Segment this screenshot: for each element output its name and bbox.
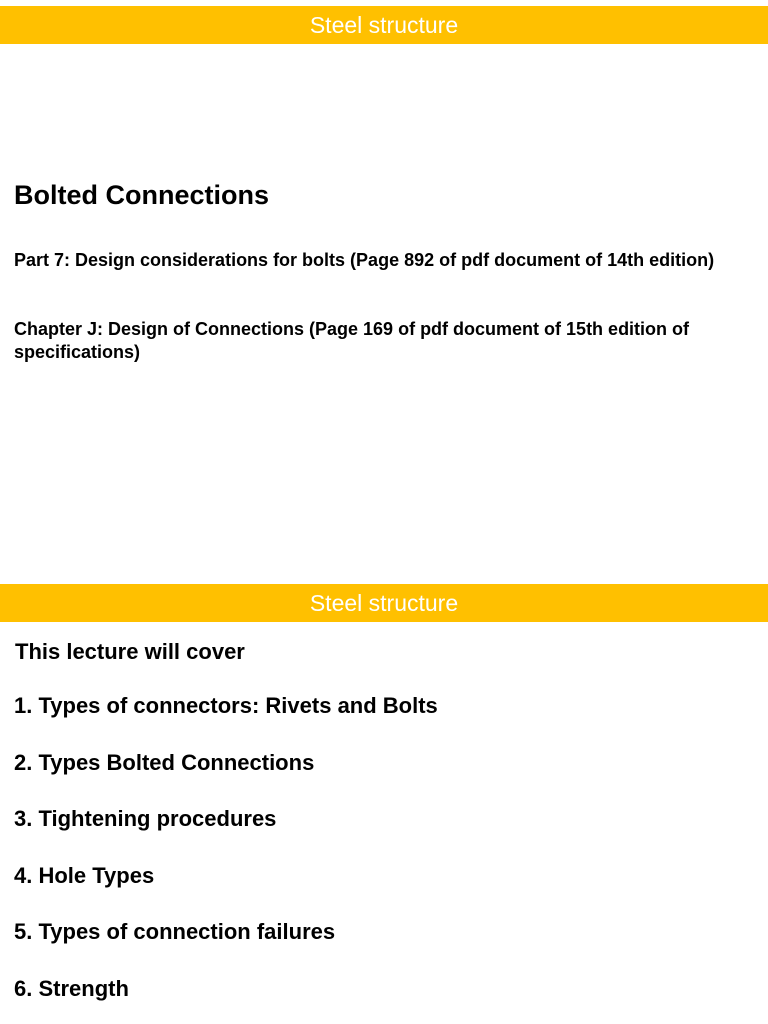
slide-header: Steel structure: [0, 6, 768, 44]
slide-2: [0, 584, 768, 1024]
reference-chapter-j: Chapter J: Design of Connections (Page 169 of pdf document of 15th edition of specifications): [14, 319, 690, 362]
list-item: 1. Types of connectors: Rivets and Bolts: [14, 693, 438, 718]
lecture-intro: This lecture will cover: [15, 639, 245, 664]
list-item: 5. Types of connection failures: [14, 919, 336, 944]
list-item: 3. Tightening procedures: [14, 806, 277, 831]
list-item: 6. Strength: [14, 975, 129, 1001]
topic-list: [14, 692, 438, 1024]
slide-header: Steel structure: [0, 584, 768, 622]
slide-title: Bolted Connections: [14, 180, 269, 210]
list-item: 4. Hole Types: [14, 862, 155, 888]
reference-part-7: Part 7: Design considerations for bolts (Page 892 of pdf document of 14th edition): [14, 250, 715, 270]
list-item: 2. Types Bolted Connections: [14, 749, 315, 775]
